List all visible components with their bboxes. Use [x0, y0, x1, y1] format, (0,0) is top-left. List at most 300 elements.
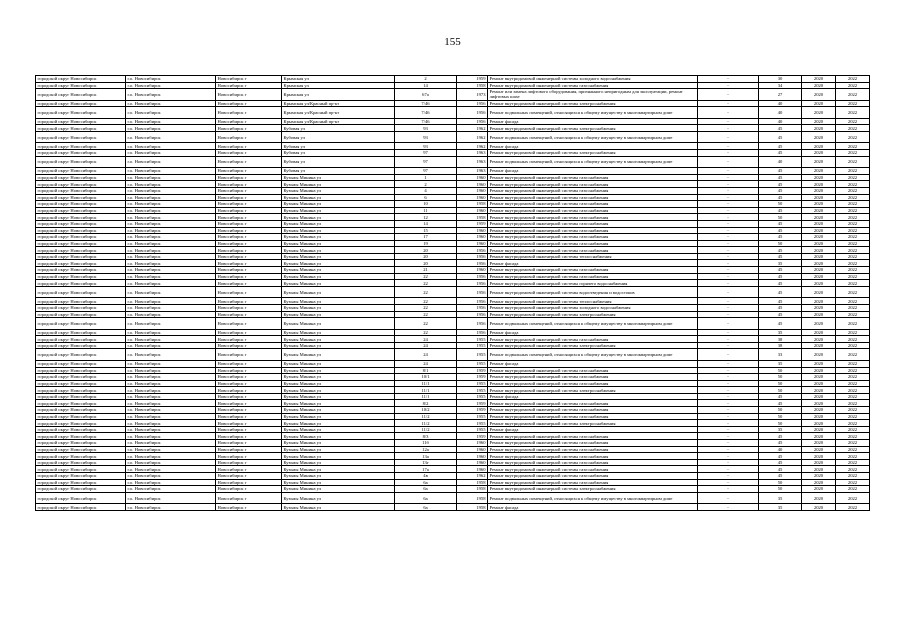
end-year-cell: 2022 [836, 240, 870, 247]
house-number-cell: 11/1 [395, 393, 457, 400]
city-cell: Новосибирск г [216, 413, 282, 420]
end-year-cell: 2022 [836, 273, 870, 280]
wear-percent-cell: 45 [759, 267, 802, 274]
city-cell: Новосибирск г [216, 156, 282, 168]
build-year-cell: 1959 [457, 433, 488, 440]
build-year-cell: 1960 [457, 459, 488, 466]
start-year-cell: 2020 [802, 118, 836, 125]
table-row [36, 479, 870, 486]
dash-cell: - [698, 286, 759, 298]
end-year-cell: 2022 [836, 311, 870, 318]
build-year-cell: 1956 [457, 311, 488, 318]
build-year-cell: 1956 [457, 253, 488, 260]
house-number-cell: 10/1 [395, 374, 457, 381]
start-year-cell: 2020 [802, 486, 836, 493]
work-type-cell: Ремонт внутридомовой инженерной системы газоснабжения [488, 201, 698, 208]
street-cell: Крымская ул/Красный пр-кт [282, 100, 395, 107]
work-type-cell: Ремонт внутридомовой инженерной системы электроснабжения [488, 125, 698, 132]
table-row [36, 459, 870, 466]
municipality-cell: городской округ Новосибирск [36, 311, 126, 318]
work-type-cell: Ремонт фасада [488, 168, 698, 175]
wear-percent-cell: 45 [759, 131, 802, 143]
build-year-cell: 1960 [457, 194, 488, 201]
district-cell: г.о. Новосибирск [126, 360, 216, 367]
dash-cell: - [698, 304, 759, 311]
house-number-cell: 2 [395, 76, 457, 83]
end-year-cell: 2022 [836, 227, 870, 234]
street-cell: Кузьмы Минина ул [282, 181, 395, 188]
street-cell: Кузьмы Минина ул [282, 234, 395, 241]
district-cell: г.о. Новосибирск [126, 466, 216, 473]
wear-percent-cell: 40 [759, 118, 802, 125]
house-number-cell: 13а [395, 453, 457, 460]
municipality-cell: городской округ Новосибирск [36, 407, 126, 414]
wear-percent-cell: 50 [759, 380, 802, 387]
table-row [36, 168, 870, 175]
city-cell: Новосибирск г [216, 426, 282, 433]
municipality-cell: городской округ Новосибирск [36, 181, 126, 188]
table-row [36, 349, 870, 361]
municipality-cell: городской округ Новосибирск [36, 286, 126, 298]
street-cell: Кузьмы Минина ул [282, 479, 395, 486]
start-year-cell: 2020 [802, 433, 836, 440]
street-cell: Кузьмы Минина ул [282, 393, 395, 400]
street-cell: Кузьмы Минина ул [282, 227, 395, 234]
street-cell: Кузьмы Минина ул [282, 201, 395, 208]
municipality-cell: городской округ Новосибирск [36, 453, 126, 460]
start-year-cell: 2020 [802, 504, 836, 511]
district-cell: г.о. Новосибирск [126, 220, 216, 227]
work-type-cell: Ремонт внутридомовой инженерной системы электроснабжения [488, 150, 698, 157]
district-cell: г.о. Новосибирск [126, 143, 216, 150]
start-year-cell: 2020 [802, 143, 836, 150]
build-year-cell: 1955 [457, 393, 488, 400]
start-year-cell: 2020 [802, 214, 836, 221]
district-cell: г.о. Новосибирск [126, 400, 216, 407]
municipality-cell: городской округ Новосибирск [36, 298, 126, 305]
start-year-cell: 2020 [802, 298, 836, 305]
end-year-cell: 2022 [836, 286, 870, 298]
table-row [36, 107, 870, 119]
wear-percent-cell: 45 [759, 174, 802, 181]
end-year-cell: 2022 [836, 260, 870, 267]
dash-cell: - [698, 342, 759, 349]
city-cell: Новосибирск г [216, 367, 282, 374]
end-year-cell: 2022 [836, 267, 870, 274]
municipality-cell: городской округ Новосибирск [36, 280, 126, 287]
work-type-cell: Ремонт внутридомовой инженерной системы газоснабжения [488, 267, 698, 274]
end-year-cell: 2022 [836, 380, 870, 387]
table-row [36, 380, 870, 387]
wear-percent-cell: 30 [759, 76, 802, 83]
city-cell: Новосибирск г [216, 473, 282, 480]
city-cell: Новосибирск г [216, 168, 282, 175]
house-number-cell: 24 [395, 336, 457, 343]
work-type-cell: Ремонт внутридомовой инженерной системы газоснабжения [488, 453, 698, 460]
street-cell: Кузьмы Минина ул [282, 387, 395, 394]
end-year-cell: 2022 [836, 318, 870, 330]
end-year-cell: 2022 [836, 393, 870, 400]
street-cell: Кузьмы Минина ул [282, 174, 395, 181]
build-year-cell: 1960 [457, 181, 488, 188]
street-cell: Кузьмы Минина ул [282, 426, 395, 433]
build-year-cell: 1963 [457, 156, 488, 168]
build-year-cell: 1960 [457, 453, 488, 460]
house-number-cell: 20 [395, 253, 457, 260]
start-year-cell: 2020 [802, 207, 836, 214]
city-cell: Новосибирск г [216, 201, 282, 208]
district-cell: г.о. Новосибирск [126, 100, 216, 107]
street-cell: Крымская ул [282, 89, 395, 101]
city-cell: Новосибирск г [216, 107, 282, 119]
start-year-cell: 2020 [802, 253, 836, 260]
dash-cell: - [698, 214, 759, 221]
start-year-cell: 2020 [802, 426, 836, 433]
wear-percent-cell: 45 [759, 318, 802, 330]
city-cell: Новосибирск г [216, 194, 282, 201]
street-cell: Кузьмы Минина ул [282, 304, 395, 311]
city-cell: Новосибирск г [216, 374, 282, 381]
dash-cell: - [698, 453, 759, 460]
municipality-cell: городской округ Новосибирск [36, 479, 126, 486]
district-cell: г.о. Новосибирск [126, 267, 216, 274]
city-cell: Новосибирск г [216, 311, 282, 318]
table-row [36, 187, 870, 194]
district-cell: г.о. Новосибирск [126, 286, 216, 298]
start-year-cell: 2020 [802, 304, 836, 311]
end-year-cell: 2022 [836, 150, 870, 157]
work-type-cell: Ремонт фасада [488, 118, 698, 125]
capital-repair-table [35, 75, 870, 511]
municipality-cell: городской округ Новосибирск [36, 459, 126, 466]
dash-cell: - [698, 240, 759, 247]
start-year-cell: 2020 [802, 89, 836, 101]
dash-cell: - [698, 76, 759, 83]
start-year-cell: 2020 [802, 220, 836, 227]
city-cell: Новосибирск г [216, 298, 282, 305]
build-year-cell: 1956 [457, 304, 488, 311]
build-year-cell: 1958 [457, 479, 488, 486]
end-year-cell: 2022 [836, 433, 870, 440]
dash-cell: - [698, 433, 759, 440]
street-cell: Кузьмы Минина ул [282, 342, 395, 349]
build-year-cell: 1956 [457, 286, 488, 298]
start-year-cell: 2020 [802, 227, 836, 234]
start-year-cell: 2020 [802, 260, 836, 267]
end-year-cell: 2022 [836, 360, 870, 367]
table-row [36, 100, 870, 107]
dash-cell: - [698, 413, 759, 420]
city-cell: Новосибирск г [216, 479, 282, 486]
table-row [36, 504, 870, 511]
municipality-cell: городской округ Новосибирск [36, 336, 126, 343]
end-year-cell: 2022 [836, 420, 870, 427]
wear-percent-cell: 50 [759, 420, 802, 427]
work-type-cell: Ремонт внутридомовой инженерной системы газоснабжения [488, 194, 698, 201]
build-year-cell: 1960 [457, 187, 488, 194]
city-cell: Новосибирск г [216, 267, 282, 274]
wear-percent-cell: 27 [759, 89, 802, 101]
municipality-cell: городской округ Новосибирск [36, 374, 126, 381]
build-year-cell: 1973 [457, 89, 488, 101]
work-type-cell: Ремонт или замена лифтового оборудования, признанного непригодным для эксплуатации, ремонт лифтовых шахт [488, 89, 698, 101]
house-number-cell: 19 [395, 240, 457, 247]
municipality-cell: городской округ Новосибирск [36, 486, 126, 493]
house-number-cell: 13г [395, 459, 457, 466]
house-number-cell: 22 [395, 318, 457, 330]
work-type-cell: Ремонт внутридомовой инженерной системы газоснабжения [488, 336, 698, 343]
district-cell: г.о. Новосибирск [126, 201, 216, 208]
municipality-cell: городской округ Новосибирск [36, 393, 126, 400]
municipality-cell: городской округ Новосибирск [36, 125, 126, 132]
city-cell: Новосибирск г [216, 143, 282, 150]
table-row [36, 89, 870, 101]
work-type-cell: Ремонт внутридомовой инженерной системы газоснабжения [488, 214, 698, 221]
wear-percent-cell: 35 [759, 360, 802, 367]
street-cell: Кузьмы Минина ул [282, 367, 395, 374]
district-cell: г.о. Новосибирск [126, 426, 216, 433]
table-row [36, 298, 870, 305]
house-number-cell: 8/3 [395, 433, 457, 440]
street-cell: Кузьмы Минина ул [282, 280, 395, 287]
table-row [36, 207, 870, 214]
municipality-cell: городской округ Новосибирск [36, 492, 126, 504]
wear-percent-cell: 50 [759, 413, 802, 420]
district-cell: г.о. Новосибирск [126, 318, 216, 330]
build-year-cell: 1959 [457, 374, 488, 381]
end-year-cell: 2022 [836, 349, 870, 361]
start-year-cell: 2020 [802, 311, 836, 318]
build-year-cell: 1959 [457, 220, 488, 227]
work-type-cell: Ремонт внутридомовой инженерной системы горячего водоснабжения [488, 280, 698, 287]
house-number-cell: 17 [395, 234, 457, 241]
wear-percent-cell: 50 [759, 367, 802, 374]
dash-cell: - [698, 367, 759, 374]
work-type-cell: Ремонт фасада [488, 426, 698, 433]
street-cell: Кузьмы Минина ул [282, 413, 395, 420]
house-number-cell: 15 [395, 227, 457, 234]
build-year-cell: 1956 [457, 273, 488, 280]
municipality-cell: городской округ Новосибирск [36, 76, 126, 83]
page-number: 155 [444, 36, 461, 48]
build-year-cell: 1958 [457, 504, 488, 511]
work-type-cell: Ремонт фасада [488, 329, 698, 336]
table-row [36, 286, 870, 298]
end-year-cell: 2022 [836, 234, 870, 241]
wear-percent-cell: 45 [759, 181, 802, 188]
start-year-cell: 2020 [802, 342, 836, 349]
dash-cell: - [698, 504, 759, 511]
end-year-cell: 2022 [836, 298, 870, 305]
table-row [36, 318, 870, 330]
end-year-cell: 2022 [836, 459, 870, 466]
city-cell: Новосибирск г [216, 400, 282, 407]
municipality-cell: городской округ Новосибирск [36, 360, 126, 367]
city-cell: Новосибирск г [216, 504, 282, 511]
municipality-cell: городской округ Новосибирск [36, 329, 126, 336]
work-type-cell: Ремонт внутридомовой инженерной системы холодного водоснабжения [488, 76, 698, 83]
build-year-cell: 1956 [457, 298, 488, 305]
wear-percent-cell: 33 [759, 349, 802, 361]
city-cell: Новосибирск г [216, 466, 282, 473]
city-cell: Новосибирск г [216, 433, 282, 440]
district-cell: г.о. Новосибирск [126, 387, 216, 394]
work-type-cell: Ремонт внутридомовой инженерной системы газоснабжения [488, 227, 698, 234]
dash-cell: - [698, 479, 759, 486]
municipality-cell: городской округ Новосибирск [36, 168, 126, 175]
dash-cell: - [698, 298, 759, 305]
build-year-cell: 1960 [457, 227, 488, 234]
table-row [36, 220, 870, 227]
house-number-cell: 14 [395, 82, 457, 89]
municipality-cell: городской округ Новосибирск [36, 207, 126, 214]
district-cell: г.о. Новосибирск [126, 118, 216, 125]
build-year-cell: 1956 [457, 280, 488, 287]
house-number-cell: 20 [395, 260, 457, 267]
street-cell: Кузьмы Минина ул [282, 253, 395, 260]
end-year-cell: 2022 [836, 174, 870, 181]
city-cell: Новосибирск г [216, 89, 282, 101]
wear-percent-cell: 35 [759, 329, 802, 336]
wear-percent-cell: 40 [759, 100, 802, 107]
build-year-cell: 1956 [457, 118, 488, 125]
start-year-cell: 2020 [802, 479, 836, 486]
district-cell: г.о. Новосибирск [126, 156, 216, 168]
build-year-cell: 1959 [457, 407, 488, 414]
table-row [36, 492, 870, 504]
municipality-cell: городской округ Новосибирск [36, 214, 126, 221]
table-row [36, 227, 870, 234]
start-year-cell: 2020 [802, 76, 836, 83]
street-cell: Кузьмы Минина ул [282, 194, 395, 201]
street-cell: Кузьмы Минина ул [282, 311, 395, 318]
end-year-cell: 2022 [836, 329, 870, 336]
work-type-cell: Ремонт внутридомовой инженерной системы электроснабжения [488, 420, 698, 427]
build-year-cell: 1958 [457, 486, 488, 493]
dash-cell: - [698, 446, 759, 453]
work-type-cell: Ремонт внутридомовой инженерной системы теплоснабжения [488, 253, 698, 260]
work-type-cell: Ремонт внутридомовой инженерной системы газоснабжения [488, 466, 698, 473]
dash-cell: - [698, 466, 759, 473]
work-type-cell: Ремонт подвальных помещений, относящихся к общему имуществу в многоквартирном доме [488, 349, 698, 361]
table-row [36, 440, 870, 447]
district-cell: г.о. Новосибирск [126, 342, 216, 349]
municipality-cell: городской округ Новосибирск [36, 420, 126, 427]
table-row [36, 433, 870, 440]
start-year-cell: 2020 [802, 413, 836, 420]
district-cell: г.о. Новосибирск [126, 273, 216, 280]
dash-cell: - [698, 273, 759, 280]
municipality-cell: городской округ Новосибирск [36, 440, 126, 447]
work-type-cell: Ремонт фасада [488, 260, 698, 267]
wear-percent-cell: 45 [759, 298, 802, 305]
municipality-cell: городской округ Новосибирск [36, 234, 126, 241]
start-year-cell: 2020 [802, 273, 836, 280]
district-cell: г.о. Новосибирск [126, 247, 216, 254]
street-cell: Кузьмы Минина ул [282, 440, 395, 447]
dash-cell: - [698, 336, 759, 343]
start-year-cell: 2020 [802, 336, 836, 343]
build-year-cell: 1960 [457, 267, 488, 274]
work-type-cell: Ремонт подвальных помещений, относящихся к общему имуществу в многоквартирном доме [488, 492, 698, 504]
table-row [36, 336, 870, 343]
wear-percent-cell: 45 [759, 253, 802, 260]
house-number-cell: 10/2 [395, 407, 457, 414]
end-year-cell: 2022 [836, 504, 870, 511]
house-number-cell: 97 [395, 156, 457, 168]
street-cell: Кубовая ул [282, 125, 395, 132]
wear-percent-cell: 45 [759, 125, 802, 132]
street-cell: Кузьмы Минина ул [282, 318, 395, 330]
municipality-cell: городской округ Новосибирск [36, 273, 126, 280]
municipality-cell: городской округ Новосибирск [36, 367, 126, 374]
wear-percent-cell: 35 [759, 426, 802, 433]
dash-cell: - [698, 156, 759, 168]
build-year-cell: 1959 [457, 400, 488, 407]
build-year-cell: 1956 [457, 329, 488, 336]
district-cell: г.о. Новосибирск [126, 479, 216, 486]
work-type-cell: Ремонт внутридомовой инженерной системы теплоснабжения [488, 298, 698, 305]
house-number-cell: 22 [395, 298, 457, 305]
street-cell: Кузьмы Минина ул [282, 504, 395, 511]
house-number-cell: 22 [395, 280, 457, 287]
district-cell: г.о. Новосибирск [126, 336, 216, 343]
district-cell: г.о. Новосибирск [126, 207, 216, 214]
end-year-cell: 2022 [836, 440, 870, 447]
table-row [36, 342, 870, 349]
municipality-cell: городской округ Новосибирск [36, 247, 126, 254]
district-cell: г.о. Новосибирск [126, 304, 216, 311]
table-row [36, 407, 870, 414]
end-year-cell: 2022 [836, 194, 870, 201]
table-row [36, 273, 870, 280]
build-year-cell: 1963 [457, 168, 488, 175]
municipality-cell: городской округ Новосибирск [36, 318, 126, 330]
street-cell: Кузьмы Минина ул [282, 433, 395, 440]
street-cell: Кузьмы Минина ул [282, 360, 395, 367]
end-year-cell: 2022 [836, 131, 870, 143]
wear-percent-cell: 45 [759, 273, 802, 280]
house-number-cell: 97 [395, 150, 457, 157]
district-cell: г.о. Новосибирск [126, 504, 216, 511]
table-row [36, 420, 870, 427]
municipality-cell: городской округ Новосибирск [36, 156, 126, 168]
street-cell: Кузьмы Минина ул [282, 466, 395, 473]
build-year-cell: 1956 [457, 247, 488, 254]
dash-cell: - [698, 440, 759, 447]
start-year-cell: 2020 [802, 150, 836, 157]
district-cell: г.о. Новосибирск [126, 446, 216, 453]
street-cell: Кузьмы Минина ул [282, 329, 395, 336]
start-year-cell: 2020 [802, 393, 836, 400]
build-year-cell: 1958 [457, 82, 488, 89]
wear-percent-cell: 45 [759, 207, 802, 214]
start-year-cell: 2020 [802, 168, 836, 175]
street-cell: Кузьмы Минина ул [282, 374, 395, 381]
house-number-cell: 11/1 [395, 387, 457, 394]
street-cell: Крымская ул [282, 82, 395, 89]
district-cell: г.о. Новосибирск [126, 107, 216, 119]
work-type-cell: Ремонт внутридомовой инженерной системы газоснабжения [488, 479, 698, 486]
district-cell: г.о. Новосибирск [126, 420, 216, 427]
table-row [36, 473, 870, 480]
city-cell: Новосибирск г [216, 459, 282, 466]
table-body [36, 76, 870, 511]
table-row [36, 118, 870, 125]
house-number-cell: 4 [395, 187, 457, 194]
build-year-cell: 1958 [457, 492, 488, 504]
dash-cell: - [698, 107, 759, 119]
